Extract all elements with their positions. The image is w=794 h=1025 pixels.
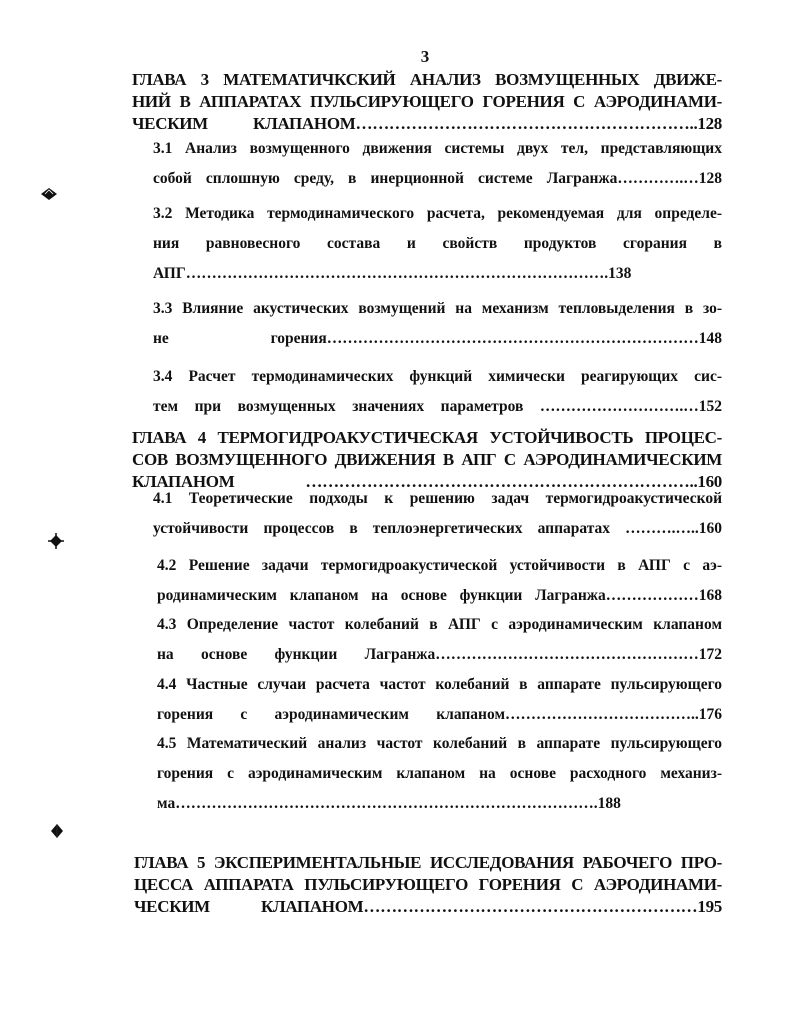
chapter-line: ЦЕССА АППАРАТА ПУЛЬСИРУЮЩЕГО ГОРЕНИЯ С АЭРОДИНАМИ- (134, 875, 722, 894)
entry-line: 3.2 Методика термодинамического расчета, рекомендуемая для определе- (153, 205, 722, 222)
toc-entry-4-4 (157, 670, 722, 730)
entry-line: на основе функции Лагранжа……………………………………………172 (157, 646, 722, 663)
chapter-3-heading (132, 69, 722, 135)
entry-line: не горения………………………………………………………………148 (153, 330, 722, 347)
chapter-line: КЛАПАНОМ ……………………………………………………………..160 (132, 472, 722, 491)
chapter-line: ЧЕСКИМ КЛАПАНОМ……………………………………………………..128 (132, 114, 722, 133)
entry-line: тем при возмущенных значениях параметров ……………………….…152 (153, 398, 722, 415)
entry-line: родинамическим клапаном на основе функции Лагранжа………………168 (157, 587, 722, 604)
entry-line: ния равновесного состава и свойств продуктов сгорания в (153, 235, 722, 252)
toc-entry-3-1 (153, 134, 722, 194)
toc-entry-4-5 (157, 729, 722, 819)
chapter-line: НИЙ В АППАРАТАХ ПУЛЬСИРУЮЩЕГО ГОРЕНИЯ С АЭРОДИНАМИ- (132, 92, 722, 111)
chapter-line: ГЛАВА 3 МАТЕМАТИЧКСКИЙ АНАЛИЗ ВОЗМУЩЕННЫХ ДВИЖЕ- (132, 70, 722, 89)
chapter-line: ГЛАВА 4 ТЕРМОГИДРОАКУСТИЧЕСКАЯ УСТОЙЧИВОСТЬ ПРОЦЕС- (132, 428, 722, 447)
toc-entry-3-3 (153, 294, 722, 354)
entry-line: 4.1 Теоретические подходы к решению задач термогидроакустической (153, 490, 722, 507)
entry-line: 4.4 Частные случаи расчета частот колебаний в аппарате пульсирующего (157, 676, 722, 693)
diamond-marker-icon (49, 823, 63, 837)
entry-line: ма……………………………………………………………………….188 (157, 795, 621, 812)
entry-line: 3.3 Влияние акустических возмущений на механизм тепловыделения в зо- (153, 300, 722, 317)
chapter-5-heading (134, 852, 722, 918)
entry-line: 4.3 Определение частот колебаний в АПГ с аэродинамическим клапаном (157, 616, 722, 633)
toc-entry-4-2 (157, 551, 722, 611)
toc-entry-3-2 (153, 199, 722, 289)
star-marker-icon (48, 533, 62, 547)
entry-line: горения с аэродинамическим клапаном на основе расходного механиз- (157, 765, 722, 782)
chapter-line: ЧЕСКИМ КЛАПАНОМ……………………………………………………195 (134, 897, 722, 916)
chapter-line: СОВ ВОЗМУЩЕННОГО ДВИЖЕНИЯ В АПГ С АЭРОДИНАМИЧЕСКИМ (132, 450, 722, 469)
entry-line: 4.5 Математический анализ частот колебаний в аппарате пульсирующего (157, 735, 722, 752)
entry-line: устойчивости процессов в теплоэнергетических аппаратах ……….…..160 (153, 520, 722, 537)
toc-entry-3-4 (153, 362, 722, 422)
toc-entry-4-3 (157, 610, 722, 670)
chapter-line: ГЛАВА 5 ЭКСПЕРИМЕНТАЛЬНЫЕ ИССЛЕДОВАНИЯ РАБОЧЕГО ПРО- (134, 853, 722, 872)
page-number: 3 (420, 47, 430, 66)
diamond-marker-icon (40, 187, 54, 201)
entry-line: 3.1 Анализ возмущенного движения системы двух тел, представляющих (153, 140, 722, 157)
entry-line: 3.4 Расчет термодинамических функций химически реагирующих сис- (153, 368, 722, 385)
entry-line: горения с аэродинамическим клапаном………………………………..176 (157, 706, 722, 723)
toc-entry-4-1 (153, 484, 722, 544)
entry-line: АПГ……………………………………………………………………….138 (153, 265, 632, 282)
entry-line: собой сплошную среду, в инерционной системе Лагранжа………….…128 (153, 170, 722, 187)
entry-line: 4.2 Решение задачи термогидроакустической устойчивости в АПГ с аэ- (157, 557, 722, 574)
